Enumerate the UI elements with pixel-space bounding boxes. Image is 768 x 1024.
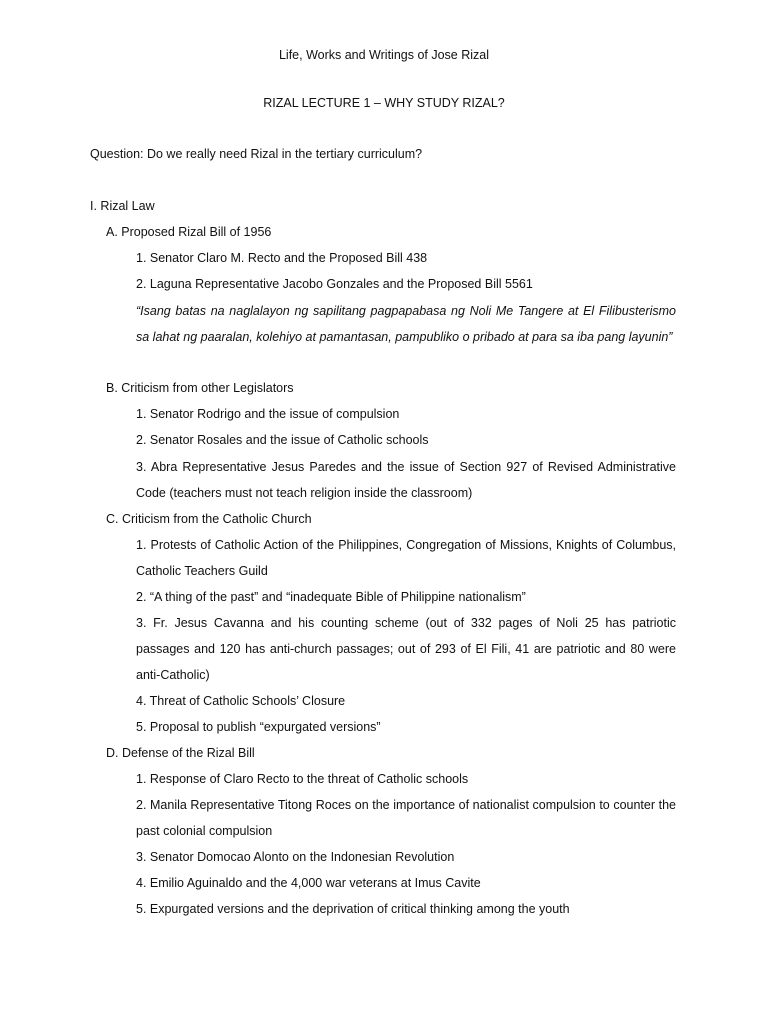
list-item: 2. Senator Rosales and the issue of Catholic schools bbox=[136, 433, 429, 447]
list-item: 2. Laguna Representative Jacobo Gonzales and the Proposed Bill 5561 bbox=[136, 277, 533, 291]
list-item: 2. Manila Representative Titong Roces on the importance of nationalist compulsion to counter the past colonial compulsion bbox=[136, 798, 676, 838]
list-item: 1. Senator Claro M. Recto and the Proposed Bill 438 bbox=[136, 251, 428, 265]
list-item: 3. Fr. Jesus Cavanna and his counting scheme (out of 332 pages of Noli 25 has patriotic passages and 120 has anti-church passages; out of 293 of El Fili, 41 are patriotic and 80 were anti-Catholic) bbox=[136, 616, 676, 682]
list-item: 4. Emilio Aguinaldo and the 4,000 war veterans at Imus Cavite bbox=[136, 876, 481, 890]
list-item: 1. Protests of Catholic Action of the Philippines, Congregation of Missions, Knights of Columbus, Catholic Teachers Guild bbox=[136, 538, 676, 578]
list-item: 5. Proposal to publish “expurgated versions” bbox=[136, 720, 381, 734]
list-item: 3. Abra Representative Jesus Paredes and the issue of Section 927 of Revised Administrative Code (teachers must not teach religion inside the classroom) bbox=[136, 460, 676, 500]
list-item: 3. Senator Domocao Alonto on the Indonesian Revolution bbox=[136, 850, 455, 864]
list-item: 1. Response of Claro Recto to the threat of Catholic schools bbox=[136, 772, 469, 786]
lecture-title: RIZAL LECTURE 1 – WHY STUDY RIZAL? bbox=[263, 96, 505, 110]
subsection-heading-b: B. Criticism from other Legislators bbox=[106, 381, 294, 395]
subsection-heading-c: C. Criticism from the Catholic Church bbox=[106, 512, 312, 526]
section-heading-rizal-law: I. Rizal Law bbox=[90, 199, 155, 213]
subsection-heading-d: D. Defense of the Rizal Bill bbox=[106, 746, 255, 760]
list-item: 1. Senator Rodrigo and the issue of compulsion bbox=[136, 407, 400, 421]
list-item: 4. Threat of Catholic Schools’ Closure bbox=[136, 694, 346, 708]
quote-text: “Isang batas na naglalayon ng sapilitang pagpapabasa ng Noli Me Tangere at El Filibusterismo sa lahat ng paaralan, kolehiyo at pamantasan, pampubliko o pribado at para sa iba pang layunin” bbox=[136, 304, 676, 344]
list-item: 5. Expurgated versions and the deprivation of critical thinking among the youth bbox=[136, 902, 570, 916]
question-text: Question: Do we really need Rizal in the tertiary curriculum? bbox=[90, 147, 423, 161]
subsection-heading-a: A. Proposed Rizal Bill of 1956 bbox=[106, 225, 272, 239]
document-title: Life, Works and Writings of Jose Rizal bbox=[278, 48, 490, 62]
list-item: 2. “A thing of the past” and “inadequate Bible of Philippine nationalism” bbox=[136, 590, 526, 604]
